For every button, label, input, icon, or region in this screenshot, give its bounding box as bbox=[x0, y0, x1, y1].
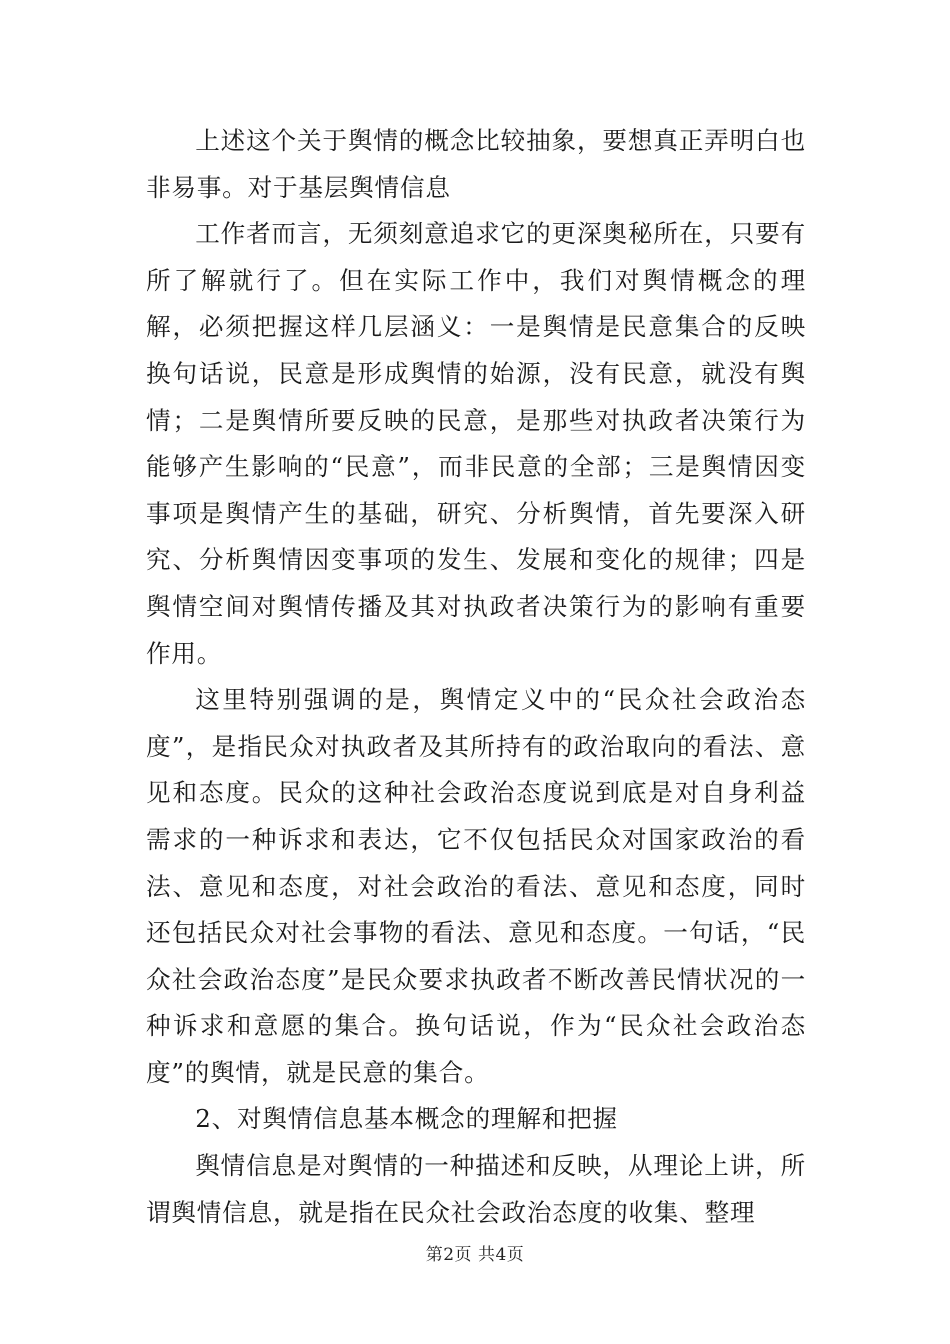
paragraph-political-attitude: 这里特别强调的是，舆情定义中的“民众社会政治态度”，是指民众对执政者及其所持有的政治取向的看法、意见和态度。民众的这种社会政治态度说到底是对自身利益需求的一种诉求和表达，它不仅包括民众对国家政治的看法、意见和态度，对社会政治的看法、意见和态度，同时还包括民众对社会事物的看法、意见和态度。一句话，“民众社会政治态度”是民众要求执政者不断改善民情状况的一种诉求和意愿的集合。换句话说，作为“民众社会政治态度”的舆情，就是民意的集合。 bbox=[146, 685, 806, 1087]
document-body bbox=[146, 118, 806, 1236]
paragraph-public-opinion-layers: 工作者而言，无须刻意追求它的更深奥秘所在，只要有所了解就行了。但在实际工作中，我们对舆情概念的理解，必须把握这样几层涵义：一是舆情是民意集合的反映换句话说，民意是形成舆情的始源，没有民意，就没有舆情；二是舆情所要反映的民意，是那些对执政者决策行为能够产生影响的“民意”，而非民意的全部；三是舆情因变事项是舆情产生的基础，研究、分析舆情，首先要深入研究、分析舆情因变事项的发生、发展和变化的规律；四是舆情空间对舆情传播及其对执政者决策行为的影响有重要作用。 bbox=[146, 219, 806, 668]
paragraph-opinion-information: 舆情信息是对舆情的一种描述和反映，从理论上讲，所谓舆情信息，就是指在民众社会政治态度的收集、整理 bbox=[146, 1151, 806, 1227]
section-heading: 2、对舆情信息基本概念的理解和把握 bbox=[195, 1104, 618, 1134]
page-number-footer: 第2页 共4页 bbox=[425, 1245, 525, 1265]
paragraph-concept-abstract: 上述这个关于舆情的概念比较抽象，要想真正弄明白也非易事。对于基层舆情信息 bbox=[146, 126, 806, 202]
